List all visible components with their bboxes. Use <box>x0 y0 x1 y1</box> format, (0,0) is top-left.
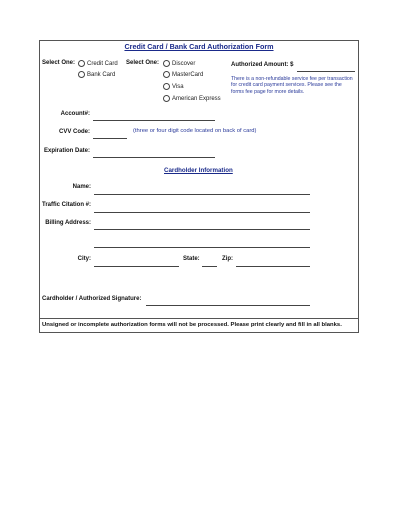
radio-bank-card[interactable] <box>78 71 115 78</box>
radio-mastercard[interactable] <box>163 71 203 78</box>
radio-credit-card[interactable] <box>78 60 118 67</box>
authorized-amount-field[interactable] <box>297 71 355 72</box>
service-fee-note: There is a non-refundable service fee per transaction for credit card payment services. Please see the forms fee page for more details. <box>231 76 353 95</box>
radio-circle-icon <box>163 60 170 67</box>
authorized-amount-label: Authorized Amount: $ <box>231 62 294 68</box>
radio-circle-icon <box>163 71 170 78</box>
select-one-label-card-type: Select One: <box>42 60 76 66</box>
account-label: Account#: <box>60 111 90 117</box>
expiration-date-field[interactable] <box>93 157 215 158</box>
radio-label: MasterCard <box>172 72 204 79</box>
name-field[interactable] <box>94 194 310 195</box>
billing-address-label: Billing Address: <box>45 220 91 226</box>
radio-discover[interactable] <box>163 60 195 67</box>
footer-divider <box>39 318 359 319</box>
cardholder-section-heading: Cardholder Information <box>164 167 233 174</box>
state-label: State: <box>183 256 200 262</box>
name-label: Name: <box>72 184 91 190</box>
traffic-citation-field[interactable] <box>94 212 310 213</box>
billing-address-field-line-1[interactable] <box>94 229 310 230</box>
radio-label: Discover <box>172 61 196 68</box>
radio-circle-icon <box>78 71 85 78</box>
state-field[interactable] <box>202 266 217 267</box>
radio-circle-icon <box>163 95 170 102</box>
radio-visa[interactable] <box>163 83 184 90</box>
zip-label: Zip: <box>222 256 233 262</box>
city-field[interactable] <box>94 266 179 267</box>
billing-address-field-line-2[interactable] <box>94 247 310 248</box>
radio-circle-icon <box>78 60 85 67</box>
select-one-label-brand: Select One: <box>126 60 160 66</box>
signature-label: Cardholder / Authorized Signature: <box>42 296 142 302</box>
expiration-date-label: Expiration Date: <box>43 148 90 154</box>
account-number-field[interactable] <box>93 120 215 121</box>
zip-field[interactable] <box>236 266 310 267</box>
radio-circle-icon <box>163 83 170 90</box>
footer-notice: Unsigned or incomplete authorization forms will not be processed. Please print clearly and fill in all blanks. <box>42 322 342 328</box>
form-title: Credit Card / Bank Card Authorization Form <box>124 42 274 51</box>
city-label: City: <box>77 256 91 262</box>
cvv-field[interactable] <box>93 138 127 139</box>
radio-label: Bank Card <box>87 72 116 79</box>
radio-label: Credit Card <box>87 61 118 68</box>
radio-american-express[interactable] <box>163 95 221 102</box>
cvv-note: (three or four digit code located on back of card) <box>133 128 257 134</box>
radio-label: Visa <box>172 84 184 91</box>
traffic-citation-label: Traffic Citation #: <box>41 202 91 208</box>
signature-field[interactable] <box>146 305 310 306</box>
radio-label: American Express <box>172 96 221 103</box>
cvv-label: CVV Code: <box>58 129 90 135</box>
